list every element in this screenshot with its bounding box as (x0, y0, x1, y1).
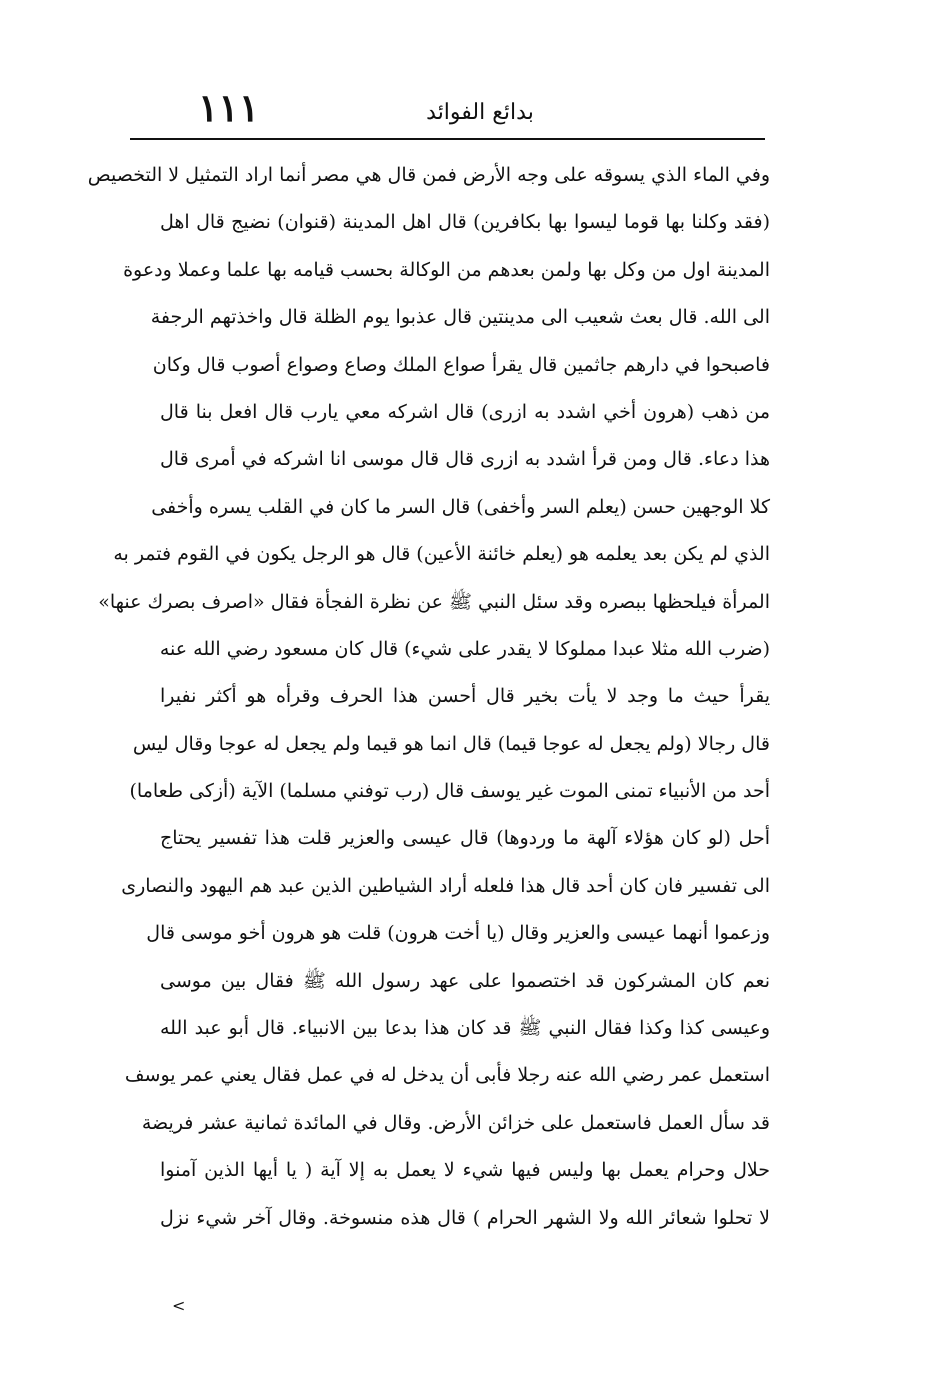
text-line: قال رجالا (ولم يجعل له عوجا قيما) قال انما هو قيما ولم يجعل له عوجا وقال ليس (132, 732, 770, 755)
text-line: نعم كان المشركون قد اختصموا على عهد رسول الله ﷺ فقال بين موسى (160, 969, 770, 992)
text-line: فاصبحوا في دارهم جاثمين قال يقرأ صواع الملك وصاع وصواع أصوب قال وكان (152, 353, 770, 376)
text-line: المدينة اول من وكل بها ولمن بعدهم من الوكالة بحسب قيامه بها علما وعملا ودعوة (123, 258, 770, 281)
text-line: الى تفسير فان كان أحد قال هذا فلعله أراد الشياطين الذين عبد هم اليهود والنصارى (121, 874, 770, 897)
running-title: بدائع الفوائد (426, 100, 534, 125)
text-line: وعيسى كذا وكذا فقال النبي ﷺ قد كان هذا بدعا بين الانبياء. قال أبو عبد الله (160, 1017, 770, 1040)
text-line: هذا دعاء. قال ومن قرأ اشدد به ازرى قال قال موسى انا اشركه في أمرى قال (160, 448, 770, 471)
footer-mark: < (172, 1296, 186, 1315)
page-number: ١١١ (198, 85, 260, 130)
text-line: (فقد وكلنا بها قوما ليسوا بها بكافرين) قال اهل المدينة (قنوان) نضيج قال اهل (160, 211, 770, 234)
text-line: من ذهب (هرون أخي اشدد به ازرى) قال اشركه معي يارب قال افعل بنا قال (160, 400, 770, 423)
text-line: الذي لم يكن بعد يعلمه هو (يعلم خائنة الأعين) قال هو الرجل يكون في القوم فتمر به (113, 543, 770, 566)
text-line: قد سأل العمل فاستعمل على خزائن الأرض. وقال في المائدة ثمانية عشر فريضة (141, 1111, 770, 1134)
text-line: المرأة فيلحظها ببصره وقد سئل النبي ﷺ عن نظرة الفجأة فقال «اصرف بصرك عنها» (98, 590, 770, 613)
text-line: استعمل عمر رضي الله عنه رجلا فأبى أن يدخل له في عمل فقال يعني عمر يوسف (124, 1064, 770, 1087)
text-line: كلا الوجهين حسن (يعلم السر وأخفى) قال السر ما كان في القلب يسره وأخفى (151, 495, 770, 518)
text-line: أحل (لو كان هؤلاء آلهة ما وردوها) قال عيسى والعزير قلت هذا تفسير يحتاج (160, 827, 770, 850)
text-line: يقرأ حيث ما وجد لا يأت بخير قال أحسن هذا الحرف وقرأه هو أكثر نفيرا (160, 685, 770, 708)
text-line: لا تحلوا شعائر الله ولا الشهر الحرام ) قال هذه منسوخة. وقال آخر شيء نزل (160, 1206, 770, 1229)
text-line: وفي الماء الذي يسوقه على وجه الأرض فمن قال هي مصر أنما اراد التمثيل لا التخصيص (87, 164, 770, 186)
text-line: حلال وحرام يعمل بها وليس فيها شيء لا يعمل به إلا آية ( يا أيها الذين آمنوا (160, 1159, 770, 1182)
header-rule (130, 138, 765, 140)
text-line: وزعموا أنهما عيسى والعزير وقال (يا أخت هرون) قلت هو هرون أخو موسى قال (146, 922, 770, 945)
body-text (87, 152, 770, 1242)
text-line: (ضرب الله مثلا عبدا مملوكا لا يقدر على شيء) قال كان مسعود رضي الله عنه (159, 637, 770, 660)
text-line: الى الله. قال بعث شعيب الى مدينتين قال عذبوا يوم الظلة قال واخذتهم الرجفة (150, 306, 770, 329)
text-line: أحد من الأنبياء تمنى الموت غير يوسف قال (رب توفني مسلما) الآية (أزكى طعاما) (129, 780, 770, 803)
